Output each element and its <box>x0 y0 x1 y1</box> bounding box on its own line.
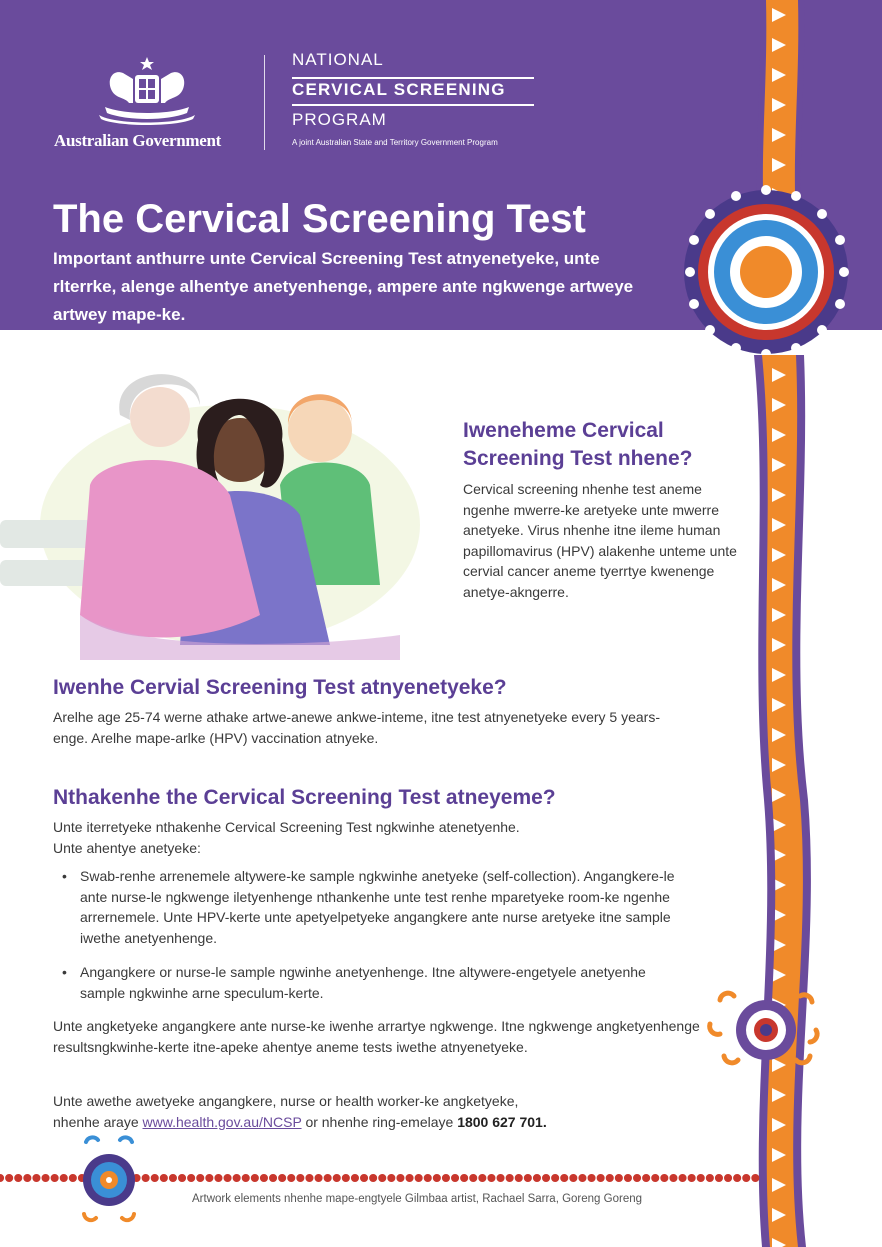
contact-prefix: nhenhe araye <box>53 1113 139 1130</box>
contact-line1: Unte awethe awetyeke angangkere, nurse or health worker-ke angketyeke, <box>53 1093 519 1109</box>
contact-mid: or nhenhe ring-emelaye <box>305 1113 454 1130</box>
section3-intro-line1: Unte iterretyeke nthakenhe Cervical Screening Test ngkwinhe atenetyenhe. <box>53 819 520 835</box>
section2-body: Arelhe age 25-74 werne athake artwe-anewe ankwe-inteme, itne test atnyenetyeke every 5 years-enge. Arelhe mape-arlke (HPV) vaccination atnyeke. <box>53 709 661 746</box>
list-item: • Swab-renhe arrenemele altywere-ke sample ngkwinhe anetyeke (self-collection). Angangkere-le ante nurse-le ngkwenge iletyenhenge nthankenhe unte test renhe mparetyeke room-ke ngenhe arrernemele. Unte HPV-kerte unte apetyelpetyeke angangkere ante nurse aretyeke itne sample iwethe anetyenhenge. <box>53 866 693 948</box>
women-illustration <box>0 345 450 660</box>
logo-divider <box>264 55 265 150</box>
government-label: Australian Government <box>54 131 221 150</box>
small-medallion-icon <box>78 1132 140 1227</box>
coat-of-arms-icon <box>95 55 199 127</box>
indigenous-artwork-strip <box>680 0 882 1247</box>
section3-heading: Nthakenhe the Cervical Screening Test atneyeme? <box>53 786 556 809</box>
section3-intro <box>53 817 693 858</box>
program-rule-bottom <box>292 104 534 106</box>
page-subtitle: Important anthurre unte Cervical Screening Test atnyenetyeke, unte rlterrke, alenge alhentye anetyenhenge, ampere ante ngkwenge artweye artwey mape-ke. <box>53 249 634 324</box>
section1-body: Cervical screening nhenhe test aneme ngenhe mwerre-ke aretyeke unte mwerre anetyeke. Virus nhenhe itne ileme human papillomavirus (HPV) alakenhe unteme unte cervial cancer aneme tyerrtye kwenenge anetye-akngerre. <box>463 481 737 600</box>
program-line-program: PROGRAM <box>292 110 387 129</box>
page-title: The Cervical Screening Test <box>53 197 586 241</box>
artwork-credit: Artwork elements nhenhe mape-engtyele Gilmbaa artist, Rachael Sarra, Goreng Goreng <box>192 1193 643 1205</box>
section3-closing: Unte angketyeke angangkere ante nurse-ke iwenhe arrartye ngkwenge. Itne ngkwenge angketyenhenge resultsngkwinhe-kerte itne-apeke ahentye aneme tests iwethe atnyenetyeke. <box>53 1018 700 1055</box>
program-line-cervical: CERVICAL SCREENING <box>292 80 506 99</box>
program-line-national: NATIONAL <box>292 50 384 69</box>
section3-bullet-list <box>53 866 693 1017</box>
contact-info <box>53 1091 703 1132</box>
section3-intro-line2: Unte ahentye anetyeke: <box>53 839 201 856</box>
program-rule-top <box>292 77 534 79</box>
program-tagline: A joint Australian State and Territory Government Program <box>292 138 498 147</box>
section2-heading: Iwenhe Cervial Screening Test atnyenetyeke? <box>53 676 507 699</box>
phone-number: 1800 627 701. <box>457 1113 547 1130</box>
section1-heading: Iweneheme Cervical Screening Test nhene? <box>463 419 693 470</box>
ncsp-website-link[interactable]: www.health.gov.au/NCSP <box>142 1113 302 1130</box>
list-item: • Angangkere or nurse-le sample ngwinhe anetyenhenge. Itne altywere-engetyele anetyenhe sample ngkwinhe arne speculum-kerte. <box>53 962 693 1003</box>
